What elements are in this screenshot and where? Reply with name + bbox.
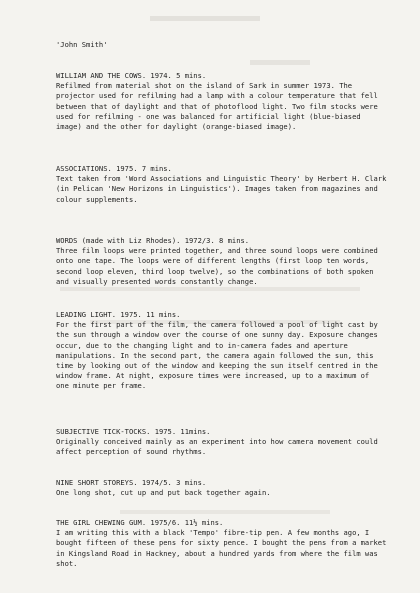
entry-line: second loop eleven, third loop twelve), so the combinations of both spoken bbox=[56, 266, 374, 276]
show-through-smudge bbox=[150, 16, 260, 21]
entry-title: ASSOCIATIONS. 1975. 7 mins. bbox=[56, 164, 172, 173]
entry-line: occur, due to the changing light and to in-camera fades and aperture bbox=[56, 340, 348, 350]
show-through-smudge bbox=[120, 510, 330, 514]
entry-title: WILLIAM AND THE COWS. 1974. 5 mins. bbox=[56, 71, 207, 80]
entry-line: colour supplements. bbox=[56, 194, 138, 204]
show-through-smudge bbox=[250, 60, 310, 65]
entry-title: SUBJECTIVE TICK-TOCKS. 1975. 11mins. bbox=[56, 427, 211, 436]
entry-line: projector used for refilming had a lamp with a colour temperature that fell bbox=[56, 91, 378, 101]
entry-title: THE GIRL CHEWING GUM. 1975/6. 11½ mins. bbox=[56, 518, 224, 527]
entry-line: shot. bbox=[56, 558, 78, 568]
author-name: 'John Smith' bbox=[56, 40, 108, 49]
entry-line: One long shot, cut up and put back together again. bbox=[56, 488, 271, 498]
entry-line: and visually presented words constantly change. bbox=[56, 276, 258, 286]
entry-line: I am writing this with a black 'Tempo' fibre-tip pen. A few months ago, I bbox=[56, 528, 370, 538]
film-entry-the-girl-chewing-gum bbox=[56, 518, 406, 569]
entry-line: one minute per frame. bbox=[56, 381, 147, 391]
entry-line: Refilmed from material shot on the island of Sark in summer 1973. The bbox=[56, 81, 353, 91]
entry-line: onto one tape. The loops were of different lengths (first loop ten words, bbox=[56, 256, 370, 266]
entry-title: LEADING LIGHT. 1975. 11 mins. bbox=[56, 310, 181, 319]
film-entry-words bbox=[56, 236, 406, 287]
entry-line: time by looking out of the window and keeping the sun itself centred in the bbox=[56, 361, 378, 371]
entry-line: Text taken from 'Word Associations and Linguistic Theory' by Herbert H. Clark bbox=[56, 174, 387, 184]
entry-line: bought fifteen of these pens for sixty pence. I bought the pens from a market bbox=[56, 538, 387, 548]
entry-line: manipulations. In the second part, the camera again followed the sun, this bbox=[56, 350, 374, 360]
entry-line: in Kingsland Road in Hackney, about a hundred yards from where the film was bbox=[56, 548, 378, 558]
entry-line: For the first part of the film, the camera followed a pool of light cast by bbox=[56, 320, 378, 330]
show-through-smudge bbox=[60, 287, 360, 291]
film-entry-subjective-tick-tocks bbox=[56, 427, 406, 458]
entry-line: Originally conceived mainly as an experiment into how camera movement could bbox=[56, 437, 378, 447]
entry-title: NINE SHORT STOREYS. 1974/5. 3 mins. bbox=[56, 478, 207, 487]
entry-line: between that of daylight and that of photoflood light. Two film stocks were bbox=[56, 101, 378, 111]
film-entry-leading-light bbox=[56, 310, 406, 392]
film-entry-nine-short-storeys bbox=[56, 478, 406, 498]
entry-line: affect perception of sound rhythms. bbox=[56, 447, 207, 457]
entry-line: window frame. At night, exposure times were increased, up to a maximum of bbox=[56, 371, 370, 381]
film-entry-associations bbox=[56, 164, 406, 205]
film-entry-william-and-the-cows bbox=[56, 71, 406, 132]
entry-line: Three film loops were printed together, and three sound loops were combined bbox=[56, 246, 378, 256]
entry-line: the sun through a window over the course of one sunny day. Exposure changes bbox=[56, 330, 378, 340]
author-line bbox=[56, 40, 406, 50]
entry-line: image) and the other for daylight (orange-biased image). bbox=[56, 122, 297, 132]
entry-line: (in Pelican 'New Horizons in Linguistics'). Images taken from magazines and bbox=[56, 184, 378, 194]
entry-line: used for refilming - one was balanced for artificial light (blue-biased bbox=[56, 111, 361, 121]
entry-title: WORDS (made with Liz Rhodes). 1972/3. 8 mins. bbox=[56, 236, 250, 245]
